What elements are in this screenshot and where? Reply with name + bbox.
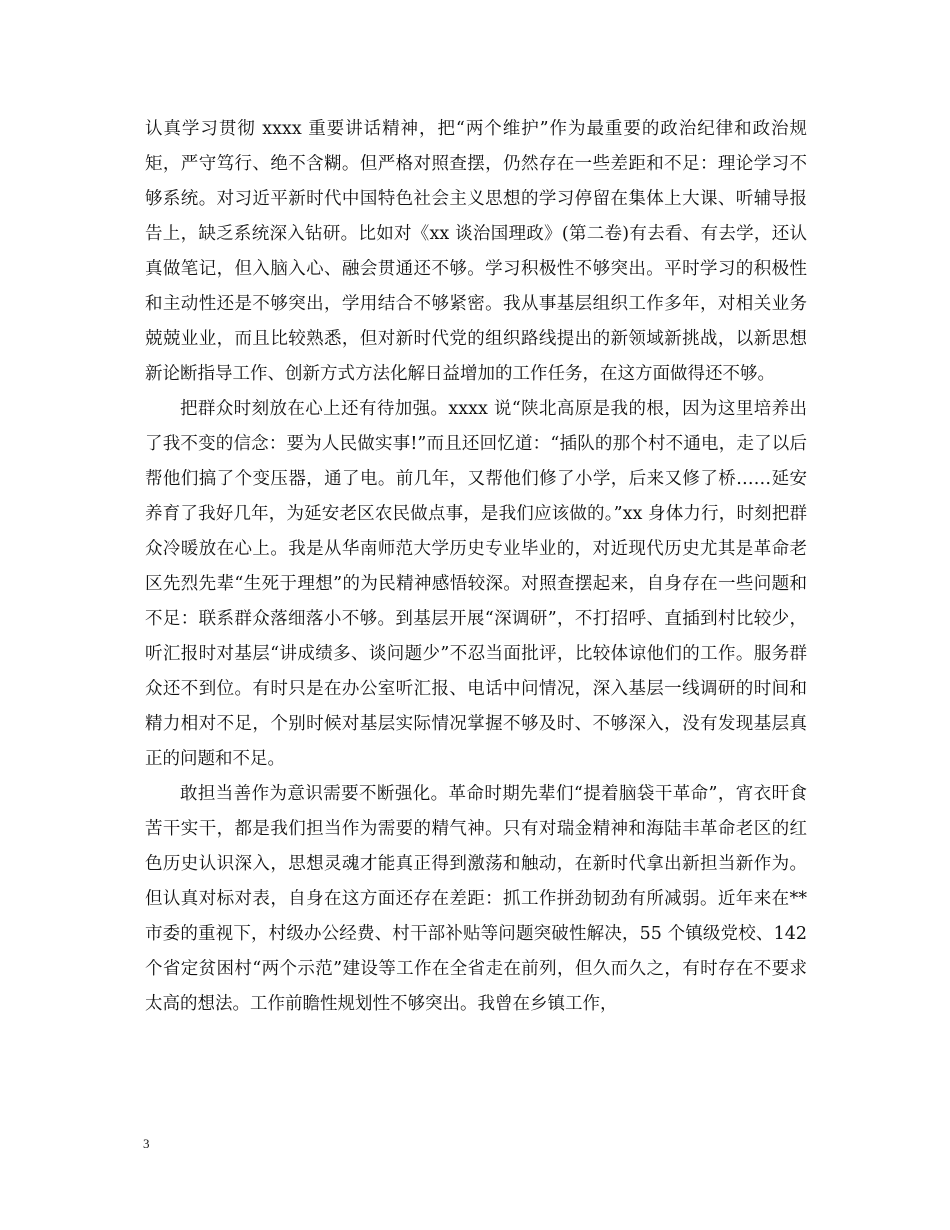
paragraph-3: 敢担当善作为意识需要不断强化。革命时期先辈们“提着脑袋干革命”，宵衣旰食苦干实干，都是我们担当作为需要的精气神。只有对瑞金精神和海陆丰革命老区的红色历史认识深入，思想灵魂才能真正得到激荡和触动，在新时代拿出新担当新作为。但认真对标对表，自身在这方面还存在差距：抓工作拼劲韧劲有所减弱。近年来在**市委的重视下，村级办公经费、村干部补贴等问题突破性解决，55 个镇级党校、142 个省定贫困村“两个示范”建设等工作在全省走在前列，但久而久之，有时存在不要求太高的想法。工作前瞻性规划性不够突出。我曾在乡镇工作， <box>145 784 807 1014</box>
paragraph-1: 认真学习贯彻 xxxx 重要讲话精神，把“两个维护”作为最重要的政治纪律和政治规矩，严守笃行、绝不含糊。但严格对照查摆，仍然存在一些差距和不足：理论学习不够系统。对习近平新时代中国特色社会主义思想的学习停留在集体上大课、听辅导报告上，缺乏系统深入钻研。比如对《xx 谈治国理政》(第二卷)有去看、有去学，还认真做笔记，但入脑入心、融会贯通还不够。学习积极性不够突出。平时学习的积极性和主动性还是不够突出，学用结合不够紧密。我从事基层组织工作多年，对相关业务兢兢业业，而且比较熟悉，但对新时代党的组织路线提出的新领域新挑战，以新思想新论断指导工作、创新方式方法化解日益增加的工作任务，在这方面做得还不够。 <box>145 119 807 384</box>
page-number: 3 <box>143 1136 150 1151</box>
document-body <box>145 112 807 1022</box>
paragraph-2: 把群众时刻放在心上还有待加强。xxxx 说“陕北高原是我的根，因为这里培养出了我不变的信念：要为人民做实事!”而且还回忆道：“插队的那个村不通电，走了以后帮他们搞了个变压器，通了电。前几年，又帮他们修了小学，后来又修了桥……延安养育了我好几年，为延安老区农民做点事，是我们应该做的。”xx 身体力行，时刻把群众冷暖放在心上。我是从华南师范大学历史专业毕业的，对近现代历史尤其是革命老区先烈先辈“生死于理想”的为民精神感悟较深。对照查摆起来，自身存在一些问题和不足：联系群众落细落小不够。到基层开展“深调研”，不打招呼、直插到村比较少，听汇报时对基层“讲成绩多、谈问题少”不忍当面批评，比较体谅他们的工作。服务群众还不到位。有时只是在办公室听汇报、电话中问情况，深入基层一线调研的时间和精力相对不足，个别时候对基层实际情况掌握不够及时、不够深入，没有发现基层真正的问题和不足。 <box>145 399 807 769</box>
